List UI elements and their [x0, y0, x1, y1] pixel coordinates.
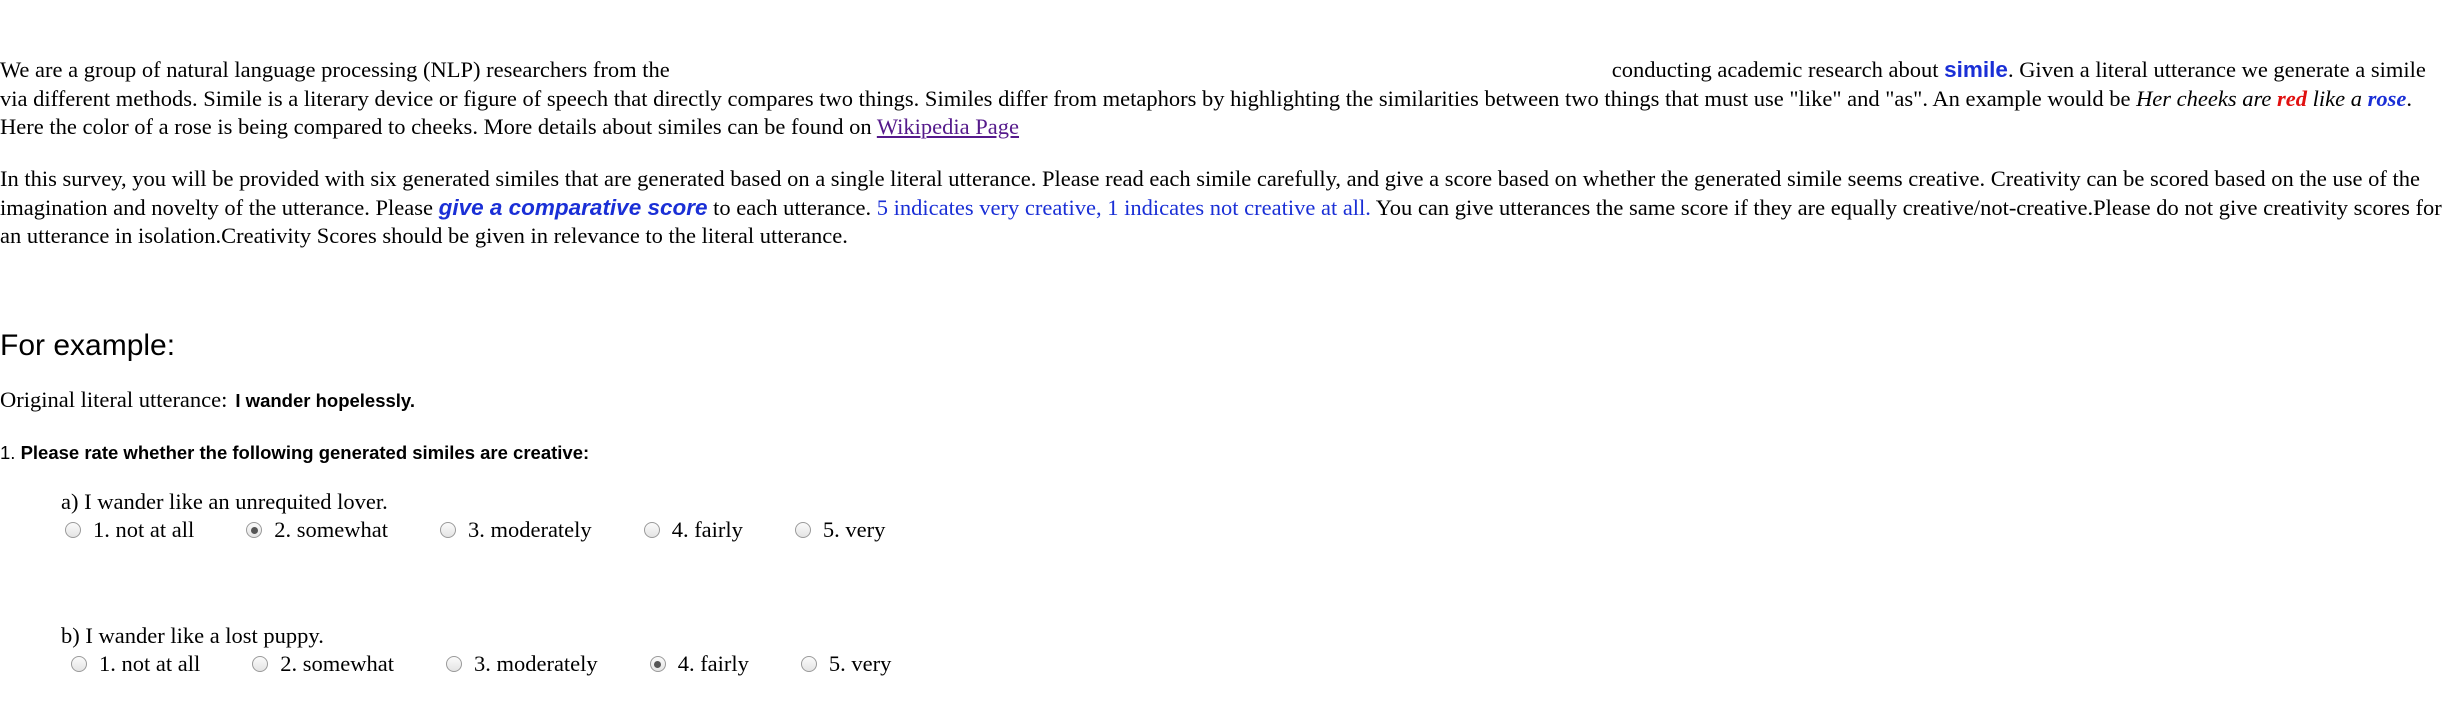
radio-button[interactable]	[71, 656, 87, 672]
radio-button[interactable]	[246, 522, 262, 538]
rating-option-label: 3. moderately	[467, 517, 592, 542]
intro-rest-2: . Here the color of a rose is being compared to cheeks. More details about similes can be found on	[0, 85, 2413, 139]
scale-description: 5 indicates very creative, 1 indicates not creative at all.	[876, 194, 1371, 220]
rating-option-a-4[interactable]	[644, 516, 743, 544]
example-like-a: like a	[2307, 85, 2368, 111]
question-number: 1.	[0, 442, 16, 463]
simile-item-a	[61, 488, 937, 544]
simile-label-a: a) I wander like an unrequited lover.	[61, 489, 388, 514]
radio-button[interactable]	[440, 522, 456, 538]
keyword-simile: simile	[1944, 57, 2008, 82]
intro-before-gap: We are a group of natural language processing (NLP) researchers from the	[0, 57, 670, 82]
rating-option-a-1[interactable]	[65, 516, 194, 544]
rating-option-label: 1. not at all	[93, 517, 195, 542]
original-utterance-label: Original literal utterance:	[0, 387, 228, 412]
intro-rest-1: . Given a literal utterance we generate a simile via different methods. Simile is a literary device or figure of speech that directly compares two things. Similes differ from metaphors by highlighting the similarities between two things that must use "like" and "as". An example would be	[0, 57, 2426, 111]
rating-option-label: 4. fairly	[677, 651, 749, 676]
rating-option-b-1[interactable]	[71, 650, 200, 678]
rating-options-b	[71, 650, 943, 678]
example-rose-word: rose	[2367, 85, 2407, 111]
wikipedia-link[interactable]: Wikipedia Page	[876, 114, 1020, 139]
example-her-cheeks: Her cheeks are	[2136, 85, 2278, 111]
survey-instructions	[0, 165, 2455, 251]
rating-option-b-4[interactable]	[650, 650, 749, 678]
example-red-word: red	[2277, 85, 2308, 111]
simile-item-b	[61, 622, 943, 678]
original-utterance-value: I wander hopelessly.	[235, 390, 415, 411]
rating-option-label: 1. not at all	[99, 651, 201, 676]
survey-part-3: You can give utterances the same score if they are equally creative/not-creative.Please do not give creativity scores for an utterance in isolation.Creativity Scores should be given in relevance to the literal utterance.	[0, 194, 2442, 248]
radio-button[interactable]	[795, 522, 811, 538]
rating-option-a-5[interactable]	[795, 516, 885, 544]
simile-label-b: b) I wander like a lost puppy.	[61, 623, 324, 648]
survey-part-1: In this survey, you will be provided with six generated similes that are generated based on a single literal utterance. Please read each simile carefully, and give a score based on whether the generated simile seems creative. Creativity can be scored based on the use of the imagination and novelty of the utterance. Please	[0, 166, 2420, 220]
radio-button[interactable]	[650, 656, 666, 672]
rating-option-b-3[interactable]	[446, 650, 598, 678]
radio-button[interactable]	[801, 656, 817, 672]
intro-after-gap: conducting academic research about	[1611, 57, 1939, 82]
rating-option-a-2[interactable]	[246, 516, 388, 544]
radio-button[interactable]	[644, 522, 660, 538]
rating-option-label: 5. very	[822, 517, 886, 542]
rating-option-label: 2. somewhat	[280, 651, 394, 676]
rating-option-a-3[interactable]	[440, 516, 592, 544]
radio-button[interactable]	[446, 656, 462, 672]
rating-option-label: 3. moderately	[473, 651, 598, 676]
question-1	[0, 441, 589, 465]
rating-option-label: 2. somewhat	[274, 517, 388, 542]
example-heading: For example:	[0, 329, 176, 362]
question-colon: :	[583, 442, 590, 463]
rating-option-label: 5. very	[828, 651, 892, 676]
radio-button[interactable]	[252, 656, 268, 672]
survey-part-2: to each utterance.	[707, 194, 877, 220]
comparative-score-emphasis: give a comparative score	[438, 194, 708, 220]
original-utterance-line	[0, 386, 415, 415]
rating-options-a	[65, 516, 937, 544]
radio-button[interactable]	[65, 522, 81, 538]
intro-paragraph	[0, 56, 2455, 142]
question-text: Please rate whether the following generated similes are creative	[20, 442, 583, 463]
rating-option-b-2[interactable]	[252, 650, 394, 678]
rating-option-b-5[interactable]	[801, 650, 891, 678]
rating-option-label: 4. fairly	[671, 517, 743, 542]
